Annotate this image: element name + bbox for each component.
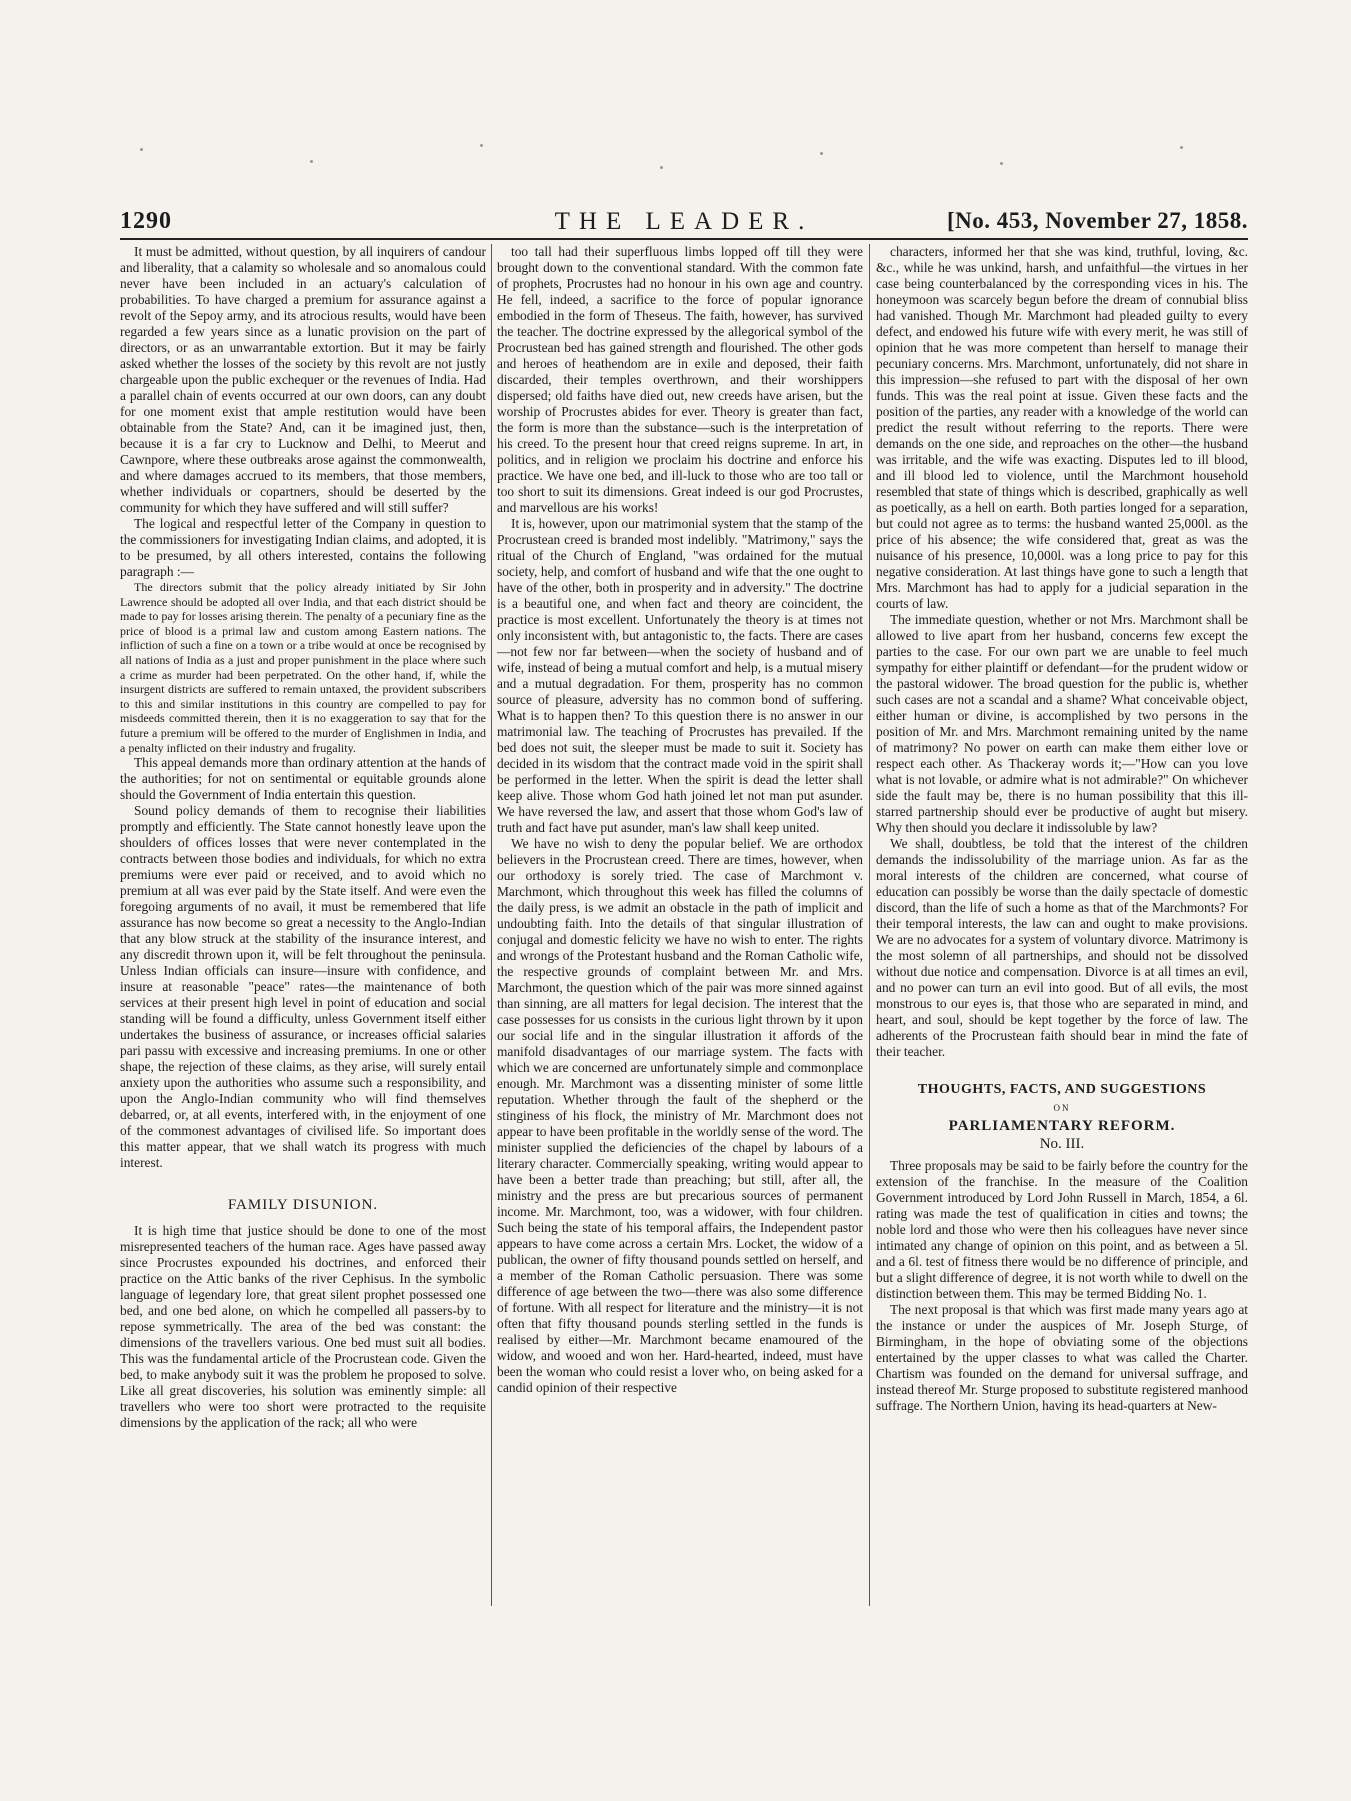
paragraph: The logical and respectful letter of the Company in question to the commissioners for investigating Indian claims, and adopted, it is to be presumed, by all others interested, contains the following paragraph :— [120, 516, 486, 579]
article-number: No. III. [1039, 1136, 1085, 1152]
paragraph: The immediate question, whether or not Mrs. Marchmont shall be allowed to live apart from her husband, concerns few except the parties to the case. For our own part we are unable to feel much sympathy for either plaintiff or defendant—for the prudent widow or the pastoral widower. The broad question for the public is, whether such cases are not a scandal and a shame? What conceivable object, either human or divine, is accomplished by two persons in the position of Mr. and Mrs. Marchmont remaining united by the name of matrimony? No power on earth can make them either love or respect each other. As Thackeray words it;—"How can you love what is not lovable, or admire what is not admirable?" On whichever side the fault may be, there is no human possibility that this ill-starred partnership should ever be productive of aught but misery. Why then should you declare it indissoluble by law? [876, 612, 1248, 835]
paragraph: Three proposals may be said to be fairly before the country for the extension of the franchise. In the measure of the Coalition Government introduced by Lord John Russell in March, 1854, a 6l. rating was made the test of qualification in cities and towns; the noble lord and those who were then his colleagues have never since intimated any change of opinion on this point, and as between a 5l. and a 6l. test of fitness there would be no difference of principle, and but a slight difference of degree, it is not worth while to dwell on the distinction between them. This may be termed Bidding No. 1. [876, 1158, 1248, 1301]
column-1 [120, 244, 486, 1606]
paragraph: The next proposal is that which was first made many years ago at the instance or under the auspices of Mr. Joseph Sturge, of Birmingham, in the hope of obviating some of the objections entertained by the upper classes to what was called the Charter. Chartism was founded on the demand for universal suffrage, and instead thereof Mr. Sturge proposed to substitute registered manhood suffrage. The Northern Union, having its head-quarters at New- [876, 1302, 1248, 1413]
page-number: 1290 [120, 208, 172, 234]
issue-date: [No. 453, November 27, 1858. [946, 208, 1248, 233]
paragraph: Sound policy demands of them to recognise their liabilities promptly and efficiently. The State cannot honestly leave upon the shoulders of offices losses that were never contemplated in the contracts between those bodies and individuals, for which no extra premiums were ever paid or received, and to avoid which no premium at all was ever paid by the State itself. And were even the foregoing arguments of no avail, it must be remembered that life assurance has now become so great a necessity to the Anglo-Indian that any blow struck at the stability of the insurance interest, and any discredit thrown upon it, will be felt throughout the peninsula. Unless Indian officials can insure—insure with confidence, and insure at reasonable "peace" rates—the maintenance of both services at their present high level in point of education and social standing will be found a difficulty, unless Government itself either undertakes the business of assurance, or increases official salaries pari passu with excessive and increasing premiums. In one or other shape, the rejection of these claims, as they arise, will surely entail anxiety upon the authorities who assume such a responsibility, and upon the Anglo-Indian community who will find themselves debarred, or, at all events, interfered with, in the enjoyment of one of the commonest advantages of civilised life. So important does this matter appear, that we shall watch its progress with much interest. [120, 803, 486, 1171]
paragraph: It is, however, upon our matrimonial system that the stamp of the Procrustean creed is branded most indelibly. "Matrimony," says the ritual of the Church of England, "was ordained for the mutual society, help, and comfort of husband and wife that the one ought to have of the other, both in prosperity and in adversity." The doctrine is a beautiful one, and when fact and theory are coincident, the practice is most excellent. Unfortunately the theory is at times not only inconsistent with, but antagonistic to, the facts. There are cases—not few nor far between—when the society of husband and of wife, instead of being a mutual comfort and help, is a mutual misery and a mutual degradation. For them, prosperity has no common source of pleasure, adversity has no common bond of suffering. What is to happen then? To this question there is no answer in our matrimonial law. The teaching of Procrustes has prevailed. If the bed does not suit, the sleeper must be made to suit it. Society has decided in its wisdom that the contract made void in the spirit shall be performed in the letter. When the spirit is dead the letter shall keep alive. Those whom God hath joined let not man put asunder. We have reversed the law, and assert that those whom God's law of truth and fact have put asunder, man's law shall keep united. [497, 516, 863, 835]
paragraph: We shall, doubtless, be told that the interest of the children demands the indissolubility of the marriage union. As far as the moral interests of the children are concerned, what course of education can possibly be worse than the daily spectacle of domestic discord, than the life of such a home as that of the Marchmonts? For their temporal interests, the law can and ought to make provisions. We are no advocates for a system of voluntary divorce. Matrimony is the most solemn of all partnerships, and should not be dissolved without due notice and compensation. Divorce is at all times an evil, and no power can turn an evil into good. But of all evils, the most monstrous to our eyes is, that those who are separated in mind, and heart, and soul, should be kept together by the force of law. The adherents of the Procrustean faith should bear in mind the fate of their teacher. [876, 836, 1248, 1059]
quoted-paragraph: The directors submit that the policy already initiated by Sir John Lawrence should be adopted all over India, and that each district should be made to pay for losses arising therein. The penalty of a pecuniary fine as the price of blood is a primal law and custom among Eastern nations. The infliction of such a fine on a town or a tribe would at once be recognised by all nations of India as a just and proper punishment in the place where such a crime as murder had been perpetrated. On the other hand, if, while the insurgent districts are suffered to remain untaxed, the provident subscribers to this and similar institutions in this country are compelled to pay for misdeeds committed therein, then it is no exaggeration to say that for the future a premium will be offered to the murder of Englishmen in India, and a penalty inflicted on their industry and frugality. [120, 580, 486, 755]
scan-noise [100, 140, 1280, 180]
column-rule [869, 244, 870, 1606]
article-subheading: PARLIAMENTARY REFORM. [948, 1118, 1176, 1134]
masthead-title: THE LEADER. [554, 208, 814, 235]
paragraph: characters, informed her that she was kind, truthful, loving, &c. &c., while he was unkind, harsh, and unfaithful—the virtues in her case being counterbalanced by the corresponding vices in his. The honeymoon was scarcely begun before the dream of connubial bliss had vanished. Though Mr. Marchmont had pleaded guilty to every defect, and endowed his future wife with every merit, he was still of opinion that he was more competent than herself to manage their pecuniary concerns. Mrs. Marchmont, unfortunately, did not share in this impression—she refused to part with the disposal of her own funds. This was the real point at issue. Given these facts and the position of the parties, any reader with a knowledge of the world can predict the result without referring to the reports. There were demands on the one side, and reproaches on the other—the husband was irritable, and the wife was exacting. Disputes led to ill blood, and ill blood led to violence, until the Marchmont household resembled that state of things which is described, graphically as well as poetically, as a hell on earth. Both parties longed for a separation, but could not agree as to terms: the husband wanted 25,000l. as the price of his absence; the wife considered that, great as was the nuisance of his presence, 10,000l. was a long price to pay for this negative consideration. At last things have gone to such a length that Mrs. Marchmont has had to apply for a judicial separation in the courts of law. [876, 244, 1248, 611]
article-heading: FAMILY DISUNION. [227, 1197, 379, 1214]
article-heading: THOUGHTS, FACTS, AND SUGGESTIONS [917, 1082, 1207, 1097]
page-header [120, 208, 1248, 240]
paragraph: This appeal demands more than ordinary attention at the hands of the authorities; for not on sentimental or equitable grounds alone should the Government of India entertain this question. [120, 755, 486, 803]
column-2 [497, 244, 863, 1606]
column-rule [491, 244, 492, 1606]
column-3 [876, 244, 1248, 1606]
paragraph: We have no wish to deny the popular belief. We are orthodox believers in the Procrustean creed. There are times, however, when our orthodoxy is sorely tried. The case of Marchmont v. Marchmont, which throughout this week has filled the columns of the daily press, is we admit an obstacle in the path of implicit and undoubting faith. Into the details of that singular illustration of conjugal and domestic felicity we have no wish to enter. The rights and wrongs of the Protestant husband and the Roman Catholic wife, the respective grounds of complaint between Mr. and Mrs. Marchmont, the question which of the pair was more sinned against than sinning, are all matters for legal decision. The interest that the case possesses for us consists in the curious light thrown by it upon our social life and in the singular illustration it affords of the manifold disadvantages of our marriage system. The facts with which we are concerned are unfortunately simple and commonplace enough. Mr. Marchmont was a dissenting minister of some little reputation. Whether through the fault of the shepherd or the stinginess of his flock, the ministry of Mr. Marchmont does not appear to have been profitable in the worldly sense of the word. The minister supplied the deficiencies of the chapel by labours of a literary character. Commercially speaking, writing would appear to have been a better trade than preaching; but still, after all, the ministry and the press are but precarious sources of permanent income. Mr. Marchmont, too, was a widower, with four children. Such being the state of his temporal affairs, the Independent pastor appears to have come across a certain Mrs. Locket, the widow of a publican, the owner of fifty thousand pounds settled on herself, and a member of the Roman Catholic persuasion. There was some difference of age between the two—there was also some difference of fortune. With all respect for literature and the ministry—it is not often that fifty thousand pounds sterling settled in the funds is realised by either—Mr. Marchmont became enamoured of the widow, and wooed and won her. Hard-hearted, indeed, must have been the woman who could resist a lover who, on being asked for a candid opinion of their respective [497, 836, 863, 1395]
paragraph: too tall had their superfluous limbs lopped off till they were brought down to the conventional standard. With the common fate of prophets, Procrustes had no honour in his own age and country. He fell, indeed, a sacrifice to the force of popular ignorance embodied in the form of Theseus. The faith, however, has survived the teacher. The doctrine expressed by the allegorical symbol of the Procrustean bed has gained strength and flourished. The other gods and heroes of heathendom are in exile and deposed, their faith discarded, their temples overthrown, and their worshippers dispersed; old faiths have died out, new creeds have arisen, but the worship of Procrustes abides for ever. Theory is greater than fact, the form is more than the substance—such is the interpretation of his creed. To the present hour that creed reigns supreme. In art, in politics, and in religion we proclaim his doctrine and enforce his practice. We have one bed, and ill-luck to those who are too tall or too short to suit its dimensions. Great indeed is our god Procrustes, and marvellous are his works! [497, 244, 863, 515]
article-heading-connector: ON [1053, 1103, 1071, 1113]
paragraph: It must be admitted, without question, by all inquirers of candour and liberality, that a calamity so wholesale and so anomalous could never have been included in an actuary's calculation of probabilities. To have charged a premium for assurance against a revolt of the Sepoy army, and its atrocious results, would have been regarded a few years since as a lunatic provision on the part of directors, or as an unwarrantable extortion. But it may be fairly asked whether the losses of the society by this revolt are not justly chargeable upon the public exchequer or the revenues of India. Had a parallel chain of events occurred at our own doors, can any doubt for one moment exist that ample restitution would have been obtainable from the State? And, can it be imagined just, then, because it is a far cry to Lucknow and Delhi, to Meerut and Cawnpore, where these outbreaks arose against the commonwealth, and where damages accrued to its members, that those members, whether individuals or copartners, should be deserted by the community for which they have suffered and will still suffer? [120, 244, 486, 515]
paragraph: It is high time that justice should be done to one of the most misrepresented teachers of the human race. Ages have passed away since Procrustes expounded his doctrines, and enforced their practice on the Attic banks of the river Cephisus. In the symbolic language of legendary lore, that great silent prophet possessed one bed, and one bed alone, on which he compelled all passers-by to repose symmetrically. The area of the bed was constant: the dimensions of the travellers various. One bed must suit all bodies. This was the fundamental article of the Procrustean code. Given the bed, to make anybody suit it was the problem he proposed to solve. Like all great discoveries, his solution was eminently simple: all travellers who were too short were protracted to the requisite dimensions by the application of the rack; all who were [120, 1223, 486, 1431]
